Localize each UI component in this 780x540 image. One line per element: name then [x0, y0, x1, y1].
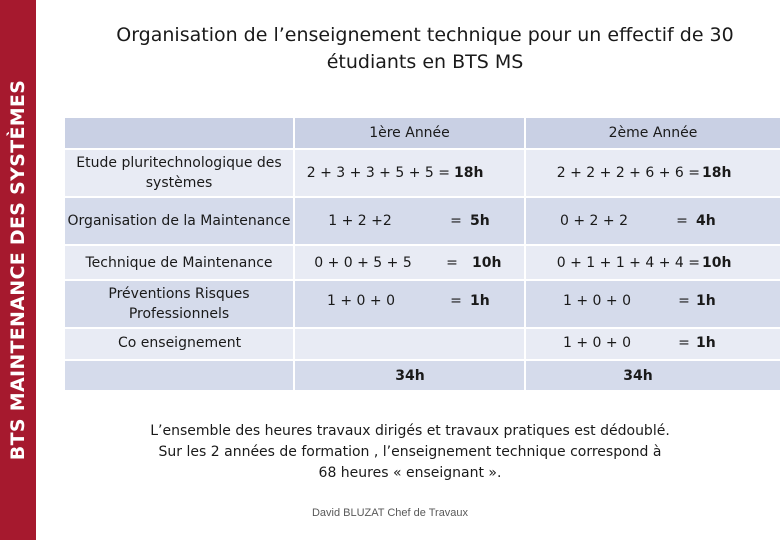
year1-total: 1h	[470, 293, 490, 309]
year1-equals: =	[446, 254, 458, 271]
year2-total: 4h	[696, 213, 716, 229]
year2-equals: =	[678, 335, 690, 351]
note-line-1: L’ensemble des heures travaux dirigés et travaux pratiques est dédoublé.	[150, 423, 670, 439]
year1-calc: 1 + 0 + 0	[327, 293, 395, 309]
year1-equals: =	[450, 213, 462, 229]
year2-total: 1h	[696, 335, 716, 351]
year2-equals: =	[678, 293, 690, 309]
column-divider	[293, 118, 295, 390]
year1-calc: 0 + 0 + 5 + 5	[314, 254, 412, 271]
year2-calc: 1 + 0 + 0	[563, 335, 631, 351]
year2-total: 10h	[702, 254, 732, 271]
row-label-organisation: Organisation de la Maintenance	[67, 213, 291, 229]
row-label-etude: Etude pluritechnologique des systèmes	[76, 155, 282, 191]
row-label-preventions: Préventions Risques Professionnels	[108, 286, 250, 322]
column-divider	[524, 118, 526, 390]
sidebar-title: BTS MAINTENANCE DES SYSTÈMES	[7, 79, 29, 461]
year1-total: 5h	[470, 213, 490, 229]
note-line-2: Sur les 2 années de formation , l’enseignement technique correspond à	[158, 444, 662, 460]
year2-calc: 0 + 2 + 2	[560, 213, 628, 229]
year1-total: 10h	[472, 254, 502, 271]
title-line-2: étudiants en BTS MS	[326, 51, 524, 73]
row-label-coenseignement: Co enseignement	[118, 335, 242, 351]
year1-total: 18h	[454, 165, 484, 181]
year2-equals: =	[676, 213, 688, 229]
year1-equals: =	[450, 293, 462, 309]
year1-grand-total: 34h	[395, 367, 425, 384]
year2-grand-total: 34h	[623, 367, 653, 384]
footer-author: David BLUZAT Chef de Travaux	[311, 507, 469, 519]
title-line-1: Organisation de l’enseignement technique pour un effectif de 30	[116, 24, 734, 46]
note-line-3: 68 heures « enseignant ».	[318, 465, 502, 481]
year2-calc: 2 + 2 + 2 + 6 + 6 =	[556, 165, 700, 181]
header-year1: 1ère Année	[369, 125, 450, 141]
year2-total: 1h	[696, 293, 716, 309]
year1-calc: 2 + 3 + 3 + 5 + 5 =	[306, 165, 450, 181]
year1-calc: 1 + 2 +2	[328, 213, 392, 229]
summary-note	[140, 421, 680, 484]
year2-calc: 0 + 1 + 1 + 4 + 4 =	[556, 254, 700, 271]
header-year2: 2ème Année	[608, 125, 698, 141]
year2-calc: 1 + 0 + 0	[563, 293, 631, 309]
year2-total: 18h	[702, 165, 732, 181]
row-label-technique: Technique de Maintenance	[85, 254, 273, 271]
